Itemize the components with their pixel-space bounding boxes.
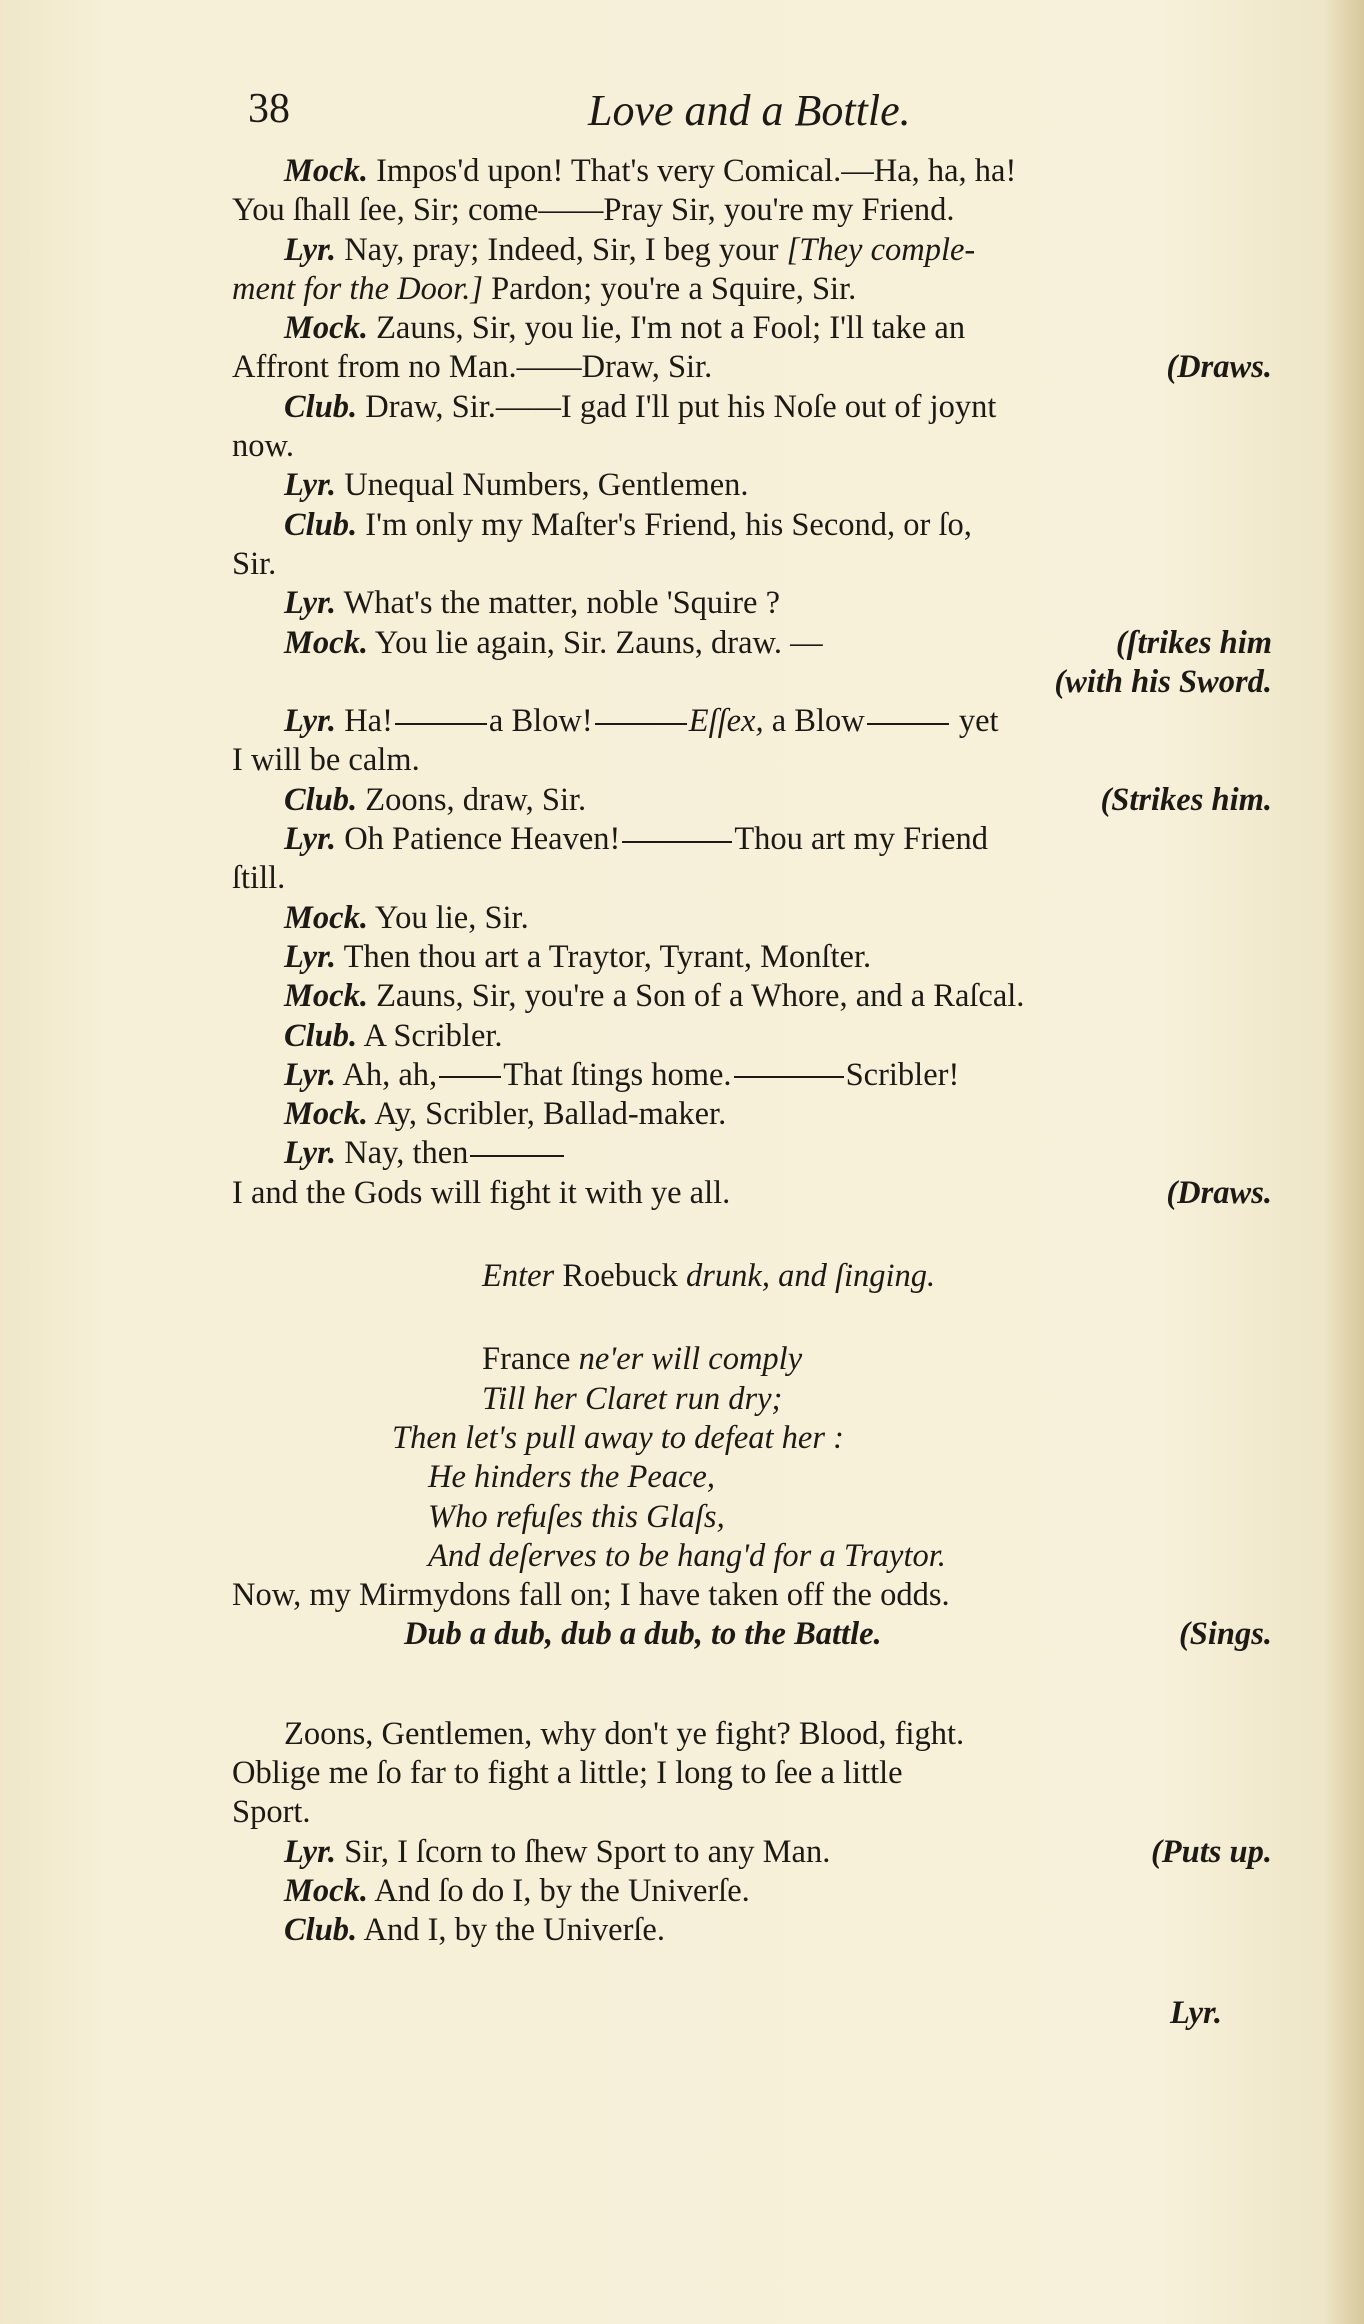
spacer — [232, 1655, 1272, 1715]
line-text: Nay, then — [344, 1135, 469, 1172]
dialogue-line — [232, 1793, 1272, 1832]
dialogue-line — [232, 1754, 1272, 1793]
stage-direction: (Sings. — [1178, 1616, 1272, 1653]
line-text: Oh Patience Heaven! — [344, 821, 621, 858]
speaker-name: Mock. — [284, 153, 368, 189]
page-edge-shadow — [1324, 0, 1364, 2324]
speaker-name: Mock. — [284, 1096, 368, 1133]
line-text: Nay, pray; Indeed, Sir, I beg your — [344, 231, 779, 268]
song-text: Dub a dub, dub a dub, to the Battle. — [404, 1616, 882, 1653]
line-text: Pardon; you're a Squire, Sir. — [491, 270, 857, 307]
line-text: You lie, Sir. — [374, 899, 529, 936]
dialogue-line — [232, 545, 1272, 584]
character-name: Eſſex, — [688, 703, 764, 740]
dialogue-line — [232, 1911, 1272, 1950]
em-rule — [595, 723, 687, 725]
stage-direction: (Draws. — [1166, 349, 1272, 386]
stage-direction: (Draws. — [1166, 1174, 1272, 1211]
speaker-name: Mock. — [284, 310, 368, 347]
line-text: Now, my Mirmydons fall on; I have taken off the odds. — [232, 1577, 950, 1614]
line-text: What's the matter, noble 'Squire ? — [343, 585, 780, 622]
dialogue-line — [232, 663, 1272, 702]
speaker-name: Lyr. — [284, 467, 337, 504]
line-text: That ſtings home. — [503, 1056, 732, 1093]
spacer — [232, 1950, 1272, 1994]
song-line — [232, 1537, 1272, 1576]
dialogue-line — [232, 1872, 1272, 1911]
speaker-name: Lyr. — [284, 585, 337, 622]
line-text: now. — [232, 428, 294, 465]
line-text: And ſo do I, by the Univerſe. — [374, 1872, 750, 1909]
song-line — [232, 1380, 1272, 1419]
dialogue-line — [232, 1056, 1272, 1095]
line-text: Zauns, Sir, you're a Son of a Whore, and a Raſcal. — [376, 978, 1025, 1015]
page-number: 38 — [248, 86, 290, 132]
speaker-name: Mock. — [284, 899, 368, 936]
em-rule — [439, 1076, 501, 1078]
stage-direction: (Puts up. — [1150, 1833, 1272, 1870]
dialogue-line — [232, 506, 1272, 545]
song-line — [232, 1340, 1272, 1379]
line-text: Then thou art a Traytor, Tyrant, Monſter. — [343, 938, 872, 975]
stage-entrance — [232, 1257, 1272, 1296]
song-text: Till her Claret run dry; — [482, 1380, 783, 1417]
dialogue-line — [232, 270, 1272, 309]
line-text: Sir, I ſcorn to ſhew Sport to any Man. — [344, 1833, 831, 1870]
line-text: I will be calm. — [232, 742, 420, 779]
line-text: Affront from no Man.——Draw, Sir. — [232, 349, 713, 386]
stage-direction: drunk, — [686, 1258, 770, 1295]
running-title: Love and a Bottle. — [588, 86, 911, 135]
line-text: Zauns, Sir, you lie, I'm not a Fool; I'll take an — [376, 310, 966, 347]
dialogue-line — [232, 1017, 1272, 1056]
dialogue-line — [232, 1833, 1272, 1872]
line-text: Draw, Sir.——I gad I'll put his Noſe out of joynt — [365, 388, 997, 425]
dialogue-line — [232, 1715, 1272, 1754]
song-line — [232, 1458, 1272, 1497]
line-text: a Blow! — [488, 703, 593, 740]
dialogue-line — [232, 820, 1272, 859]
line-text: ſtill. — [232, 860, 286, 897]
speaker-name: Lyr. — [284, 1135, 337, 1172]
song-text: He hinders the Peace, — [428, 1459, 715, 1496]
speaker-name: Lyr. — [284, 231, 337, 268]
dialogue-line — [232, 309, 1272, 348]
em-rule — [395, 723, 487, 725]
stage-direction: (with his Sword. — [1054, 663, 1272, 700]
dialogue-line — [232, 466, 1272, 505]
speaker-name: Lyr. — [284, 821, 337, 858]
line-text: Oblige me ſo far to fight a little; I long to ſee a little — [232, 1754, 903, 1791]
dialogue-line — [232, 938, 1272, 977]
speaker-name: Lyr. — [284, 1833, 337, 1870]
line-text: And I, by the Univerſe. — [363, 1912, 665, 1949]
dialogue-line — [232, 702, 1272, 741]
song-line — [232, 1498, 1272, 1537]
dialogue-line — [232, 1174, 1272, 1213]
em-rule — [470, 1155, 564, 1157]
spacer — [232, 1296, 1272, 1340]
song-line — [232, 1419, 1272, 1458]
dialogue-line — [232, 977, 1272, 1016]
line-text: You ſhall ſee, Sir; come——Pray Sir, you're my Friend. — [232, 192, 955, 229]
em-rule — [622, 841, 732, 843]
line-text: A Scribler. — [363, 1017, 503, 1054]
dialogue-line — [232, 781, 1272, 820]
line-text: yet — [958, 703, 999, 740]
em-rule — [867, 723, 949, 725]
line-text: Unequal Numbers, Gentlemen. — [344, 467, 749, 504]
speaker-name: Club. — [284, 388, 358, 425]
dialogue-line — [232, 231, 1272, 270]
line-text: You lie again, Sir. Zauns, draw. — — [374, 624, 823, 661]
dialogue-line — [232, 584, 1272, 623]
song-text: ne'er will comply — [578, 1341, 803, 1378]
dialogue-line — [232, 1134, 1272, 1173]
character-name: Roebuck — [562, 1258, 678, 1295]
speaker-name: Lyr. — [284, 703, 337, 740]
stage-direction: Enter — [482, 1258, 555, 1295]
speaker-name: Club. — [284, 781, 358, 818]
line-text: Ay, Scribler, Ballad-maker. — [374, 1096, 727, 1133]
line-text: Zoons, Gentlemen, why don't ye fight? Blood, fight. — [284, 1715, 965, 1752]
song-text: Who refuſes this Glaſs, — [428, 1498, 725, 1535]
page-header — [248, 85, 1268, 145]
speaker-name: Mock. — [284, 1872, 368, 1909]
song-line — [232, 1615, 1272, 1654]
line-text: Thou art my Friend — [734, 821, 988, 858]
speaker-name: Club. — [284, 1017, 358, 1054]
speaker-name: Lyr. — [284, 938, 337, 975]
song-text: And deſerves to be hang'd for a Traytor. — [428, 1537, 946, 1574]
song-text: Then let's pull away to defeat her : — [392, 1419, 844, 1456]
dialogue-line — [232, 741, 1272, 780]
stage-direction: and ſinging. — [778, 1258, 936, 1295]
catchword: Lyr. — [1169, 1995, 1222, 2032]
line-text: a Blow — [771, 703, 865, 740]
line-text: Sir. — [232, 545, 277, 582]
speaker-name: Club. — [284, 506, 358, 543]
speaker-name: Mock. — [284, 978, 368, 1015]
dialogue-line — [232, 191, 1272, 230]
speaker-name: Club. — [284, 1912, 358, 1949]
line-text: Ah, ah, — [342, 1056, 438, 1093]
play-text — [232, 152, 1272, 2034]
dialogue-line — [232, 427, 1272, 466]
stage-direction: (ſtrikes him — [1115, 624, 1272, 661]
em-rule — [734, 1076, 844, 1078]
catchword-line — [232, 1994, 1272, 2033]
line-text: Impos'd upon! That's very Comical.—Ha, ha, ha! — [376, 153, 1017, 189]
speaker-name: Mock. — [284, 624, 368, 661]
dialogue-line — [232, 899, 1272, 938]
dialogue-line — [232, 388, 1272, 427]
line-text: Scribler! — [845, 1056, 960, 1093]
stage-direction: (Strikes him. — [1100, 781, 1272, 818]
line-text: I and the Gods will fight it with ye all. — [232, 1174, 731, 1211]
line-text: Sport. — [232, 1794, 311, 1831]
dialogue-line — [232, 348, 1272, 387]
spacer — [232, 1213, 1272, 1257]
dialogue-line — [232, 624, 1272, 663]
dialogue-line — [232, 152, 1272, 191]
song-text: France — [482, 1341, 571, 1378]
stage-direction: [They comple- — [786, 231, 976, 268]
dialogue-line — [232, 859, 1272, 898]
line-text: I'm only my Maſter's Friend, his Second, or ſo, — [365, 506, 972, 543]
stage-direction: ment for the Door.] — [232, 270, 483, 307]
dialogue-line — [232, 1576, 1272, 1615]
speaker-name: Lyr. — [284, 1056, 337, 1093]
dialogue-line — [232, 1095, 1272, 1134]
line-text: Ha! — [344, 703, 393, 740]
line-text: Zoons, draw, Sir. — [365, 781, 587, 818]
